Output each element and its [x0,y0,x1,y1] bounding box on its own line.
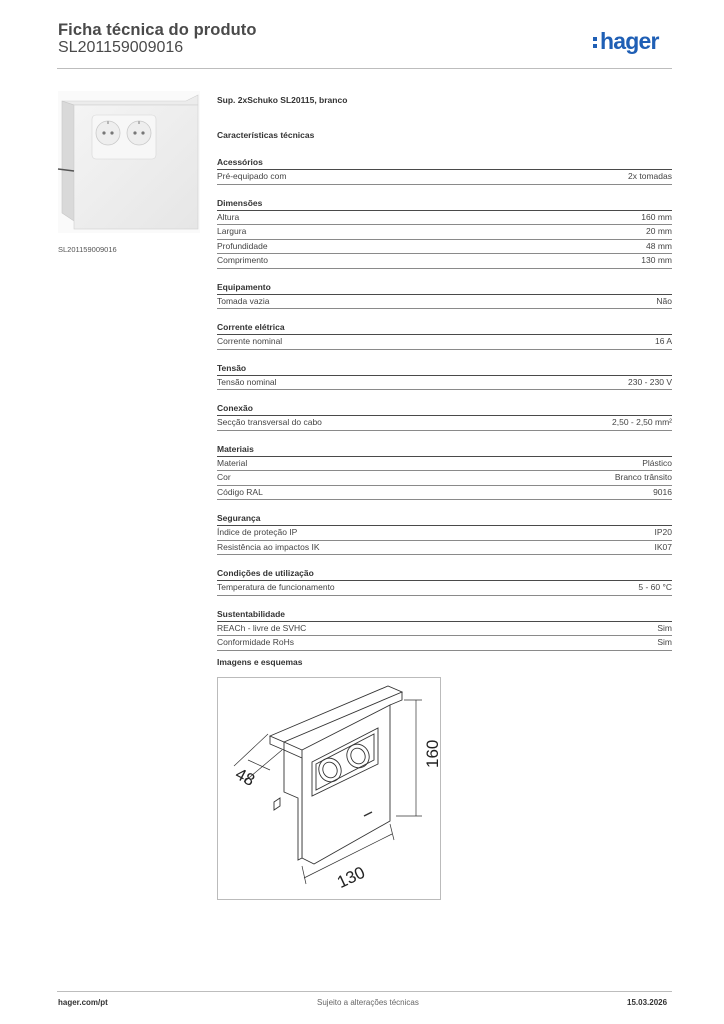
spec-row [217,295,672,310]
spec-section [217,362,672,391]
spec-row [217,335,672,350]
spec-value: Plástico [642,457,672,468]
section-title: Segurança [217,512,672,526]
spec-label: Altura [217,211,240,222]
footer-website: hager.com/pt [58,998,108,1007]
spec-row [217,211,672,226]
spec-section [217,608,672,651]
spec-label: Pré-equipado com [217,171,287,181]
photo-caption: SL201159009016 [58,245,117,254]
product-code: SL201159009016 [58,39,184,56]
header-divider [57,68,672,69]
spec-label: Cor [217,472,231,482]
spec-row [217,225,672,240]
height-dimension-label: 160 [423,739,442,768]
spec-section [217,321,672,350]
spec-row [217,541,672,556]
section-title: Tensão [217,362,672,376]
spec-row [217,254,672,269]
spec-section [217,197,672,269]
section-title: Acessórios [217,156,672,170]
section-title: Equipamento [217,281,672,295]
logo-text: hager [600,28,659,54]
spec-label: Tensão nominal [217,376,277,387]
footer-disclaimer: Sujeito a alterações técnicas [317,998,419,1007]
spec-value: 130 mm [641,255,672,265]
spec-value: Sim [657,637,672,647]
spec-value: 16 A [654,336,672,346]
section-title: Corrente elétrica [217,321,672,335]
spec-value: 48 mm [646,240,672,251]
spec-section [217,281,672,310]
spec-label: Corrente nominal [217,336,283,346]
spec-value: 160 mm [641,211,672,222]
spec-label: Código RAL [217,486,263,497]
spec-label: Tomada vazia [217,295,270,306]
spec-row [217,581,672,596]
spec-label: Temperatura de funcionamento [217,582,335,592]
section-title: Condições de utilização [217,567,672,581]
hager-logo [593,27,659,55]
spec-value: Sim [657,622,672,633]
spec-value: 9016 [653,486,672,497]
section-title: Materiais [217,443,672,457]
spec-row [217,486,672,501]
length-dimension-label: 130 [334,862,368,892]
spec-row [217,376,672,391]
spec-section [217,567,672,596]
section-title: Sustentabilidade [217,608,672,622]
images-heading: Imagens e esquemas [217,657,303,667]
spec-row [217,636,672,651]
spec-value: 20 mm [646,226,672,236]
spec-section [217,443,672,501]
technical-characteristics-heading: Características técnicas [217,130,315,140]
spec-sections [217,156,672,651]
footer-divider [57,991,672,992]
spec-label: Secção transversal do cabo [217,417,322,427]
spec-section [217,512,672,555]
spec-label: Profundidade [217,240,268,251]
spec-label: Conformidade RoHs [217,637,295,647]
page-title: Ficha técnica do produto [58,21,257,39]
spec-column [217,95,672,651]
spec-row [217,526,672,541]
spec-row [217,170,672,185]
spec-value: IK07 [654,541,672,552]
dimension-drawing [217,677,441,900]
spec-label: Resistência ao impactos IK [217,541,320,552]
footer-date: 15.03.2026 [627,998,668,1007]
spec-row [217,622,672,637]
spec-label: Comprimento [217,255,269,265]
spec-label: Material [217,457,248,468]
spec-label: Índice de proteção IP [217,527,298,537]
spec-row [217,416,672,431]
depth-dimension-label: 48 [232,764,258,790]
spec-row [217,240,672,255]
spec-value: IP20 [654,527,672,537]
spec-value: 230 - 230 V [628,376,672,387]
product-name: Sup. 2xSchuko SL20115, branco [217,95,348,105]
spec-value: 5 - 60 °C [638,582,672,592]
product-photo [58,91,200,233]
spec-value: 2,50 - 2,50 mm² [612,417,672,427]
spec-label: REACh - livre de SVHC [217,622,307,633]
spec-value: Branco trânsito [614,472,672,482]
section-title: Conexão [217,402,672,416]
logo-mark-icon [593,37,597,48]
spec-value: 2x tomadas [628,171,672,181]
spec-section [217,156,672,185]
spec-value: Não [656,295,672,306]
spec-row [217,457,672,472]
spec-section [217,402,672,431]
section-title: Dimensões [217,197,672,211]
spec-row [217,471,672,486]
spec-label: Largura [217,226,247,236]
